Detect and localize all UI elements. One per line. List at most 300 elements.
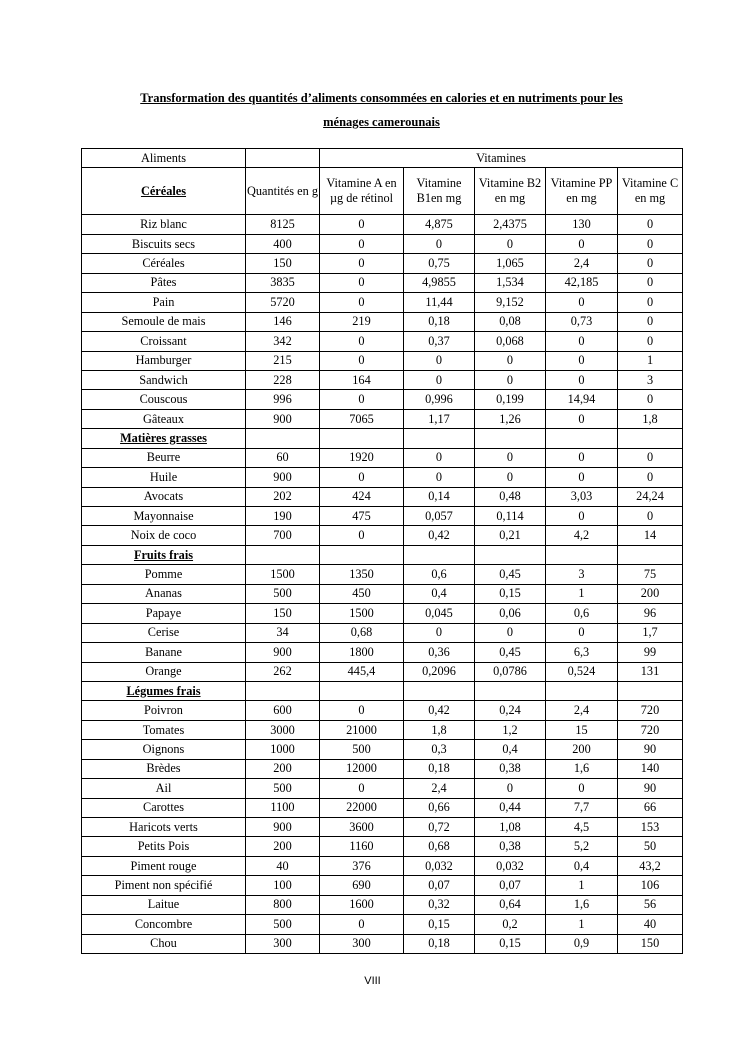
value-cell: 0,72 <box>404 818 475 837</box>
value-cell: 0,42 <box>404 526 475 545</box>
value-cell: 0,15 <box>475 934 546 953</box>
value-cell: 0 <box>618 390 683 409</box>
empty-cell <box>546 545 618 564</box>
value-cell: 0,38 <box>475 837 546 856</box>
table-row <box>82 740 683 759</box>
category-label: Légumes frais <box>82 681 246 700</box>
value-cell: 0,44 <box>475 798 546 817</box>
value-cell: 0 <box>475 448 546 467</box>
table-body <box>82 215 683 954</box>
value-cell: 0,045 <box>404 604 475 623</box>
value-cell: 342 <box>246 332 320 351</box>
empty-cell <box>320 545 404 564</box>
value-cell: 9,152 <box>475 293 546 312</box>
value-cell: 0,6 <box>404 565 475 584</box>
value-cell: 0 <box>546 370 618 389</box>
value-cell: 1,7 <box>618 623 683 642</box>
header-aliments: Aliments <box>82 149 246 168</box>
value-cell: 1,8 <box>404 720 475 739</box>
value-cell: 3 <box>546 565 618 584</box>
value-cell: 900 <box>246 468 320 487</box>
value-cell: 0 <box>404 234 475 253</box>
value-cell: 0,36 <box>404 643 475 662</box>
table-row <box>82 487 683 506</box>
value-cell: 215 <box>246 351 320 370</box>
value-cell: 140 <box>618 759 683 778</box>
food-name-cell: Tomates <box>82 720 246 739</box>
food-name-cell: Céréales <box>82 254 246 273</box>
value-cell: 99 <box>618 643 683 662</box>
header-vitamine-b2: Vitamine B2 en mg <box>475 168 546 215</box>
value-cell: 0 <box>546 409 618 428</box>
value-cell: 21000 <box>320 720 404 739</box>
food-name-cell: Chou <box>82 934 246 953</box>
value-cell: 0 <box>404 468 475 487</box>
table-row <box>82 370 683 389</box>
food-name-cell: Hamburger <box>82 351 246 370</box>
food-name-cell: Papaye <box>82 604 246 623</box>
food-name-cell: Pâtes <box>82 273 246 292</box>
value-cell: 0 <box>546 332 618 351</box>
value-cell: 5,2 <box>546 837 618 856</box>
value-cell: 1160 <box>320 837 404 856</box>
value-cell: 2,4 <box>546 701 618 720</box>
value-cell: 0,032 <box>404 856 475 875</box>
value-cell: 4,2 <box>546 526 618 545</box>
table-row <box>82 448 683 467</box>
value-cell: 0 <box>320 915 404 934</box>
food-name-cell: Orange <box>82 662 246 681</box>
table-row <box>82 837 683 856</box>
value-cell: 0 <box>618 312 683 331</box>
value-cell: 1,534 <box>475 273 546 292</box>
value-cell: 0 <box>320 526 404 545</box>
empty-cell <box>618 429 683 448</box>
value-cell: 2,4 <box>546 254 618 273</box>
food-name-cell: Riz blanc <box>82 215 246 234</box>
value-cell: 0 <box>618 468 683 487</box>
value-cell: 0 <box>475 234 546 253</box>
table-row <box>82 662 683 681</box>
value-cell: 0 <box>618 215 683 234</box>
value-cell: 3835 <box>246 273 320 292</box>
value-cell: 0 <box>618 293 683 312</box>
table-row <box>82 409 683 428</box>
value-cell: 0,18 <box>404 312 475 331</box>
value-cell: 164 <box>320 370 404 389</box>
table-row <box>82 720 683 739</box>
value-cell: 0 <box>320 351 404 370</box>
value-cell: 0,37 <box>404 332 475 351</box>
value-cell: 0,45 <box>475 643 546 662</box>
value-cell: 0 <box>320 273 404 292</box>
value-cell: 40 <box>246 856 320 875</box>
value-cell: 500 <box>246 584 320 603</box>
value-cell: 0,114 <box>475 507 546 526</box>
empty-cell <box>404 681 475 700</box>
table-row <box>82 643 683 662</box>
empty-cell <box>404 545 475 564</box>
value-cell: 0,9 <box>546 934 618 953</box>
value-cell: 43,2 <box>618 856 683 875</box>
value-cell: 66 <box>618 798 683 817</box>
value-cell: 0,07 <box>475 876 546 895</box>
table-row <box>82 856 683 875</box>
value-cell: 0 <box>618 273 683 292</box>
food-name-cell: Ail <box>82 779 246 798</box>
value-cell: 0 <box>404 370 475 389</box>
food-name-cell: Piment non spécifié <box>82 876 246 895</box>
value-cell: 0,66 <box>404 798 475 817</box>
value-cell: 0 <box>618 234 683 253</box>
value-cell: 150 <box>246 604 320 623</box>
table-row <box>82 701 683 720</box>
food-name-cell: Carottes <box>82 798 246 817</box>
value-cell: 690 <box>320 876 404 895</box>
value-cell: 106 <box>618 876 683 895</box>
value-cell: 50 <box>618 837 683 856</box>
value-cell: 450 <box>320 584 404 603</box>
table-row <box>82 351 683 370</box>
value-cell: 0,4 <box>404 584 475 603</box>
food-name-cell: Beurre <box>82 448 246 467</box>
value-cell: 720 <box>618 701 683 720</box>
value-cell: 0 <box>618 448 683 467</box>
value-cell: 0 <box>618 254 683 273</box>
table-row <box>82 312 683 331</box>
value-cell: 1100 <box>246 798 320 817</box>
value-cell: 200 <box>618 584 683 603</box>
food-name-cell: Poivron <box>82 701 246 720</box>
value-cell: 0 <box>546 507 618 526</box>
value-cell: 1,2 <box>475 720 546 739</box>
value-cell: 0 <box>475 468 546 487</box>
value-cell: 0 <box>618 332 683 351</box>
food-name-cell: Brèdes <box>82 759 246 778</box>
value-cell: 0 <box>618 507 683 526</box>
value-cell: 146 <box>246 312 320 331</box>
food-name-cell: Pomme <box>82 565 246 584</box>
value-cell: 200 <box>546 740 618 759</box>
value-cell: 56 <box>618 895 683 914</box>
food-name-cell: Noix de coco <box>82 526 246 545</box>
header-vitamines: Vitamines <box>320 149 683 168</box>
value-cell: 0,3 <box>404 740 475 759</box>
value-cell: 0,996 <box>404 390 475 409</box>
value-cell: 0,75 <box>404 254 475 273</box>
value-cell: 0 <box>320 779 404 798</box>
value-cell: 0,21 <box>475 526 546 545</box>
food-name-cell: Sandwich <box>82 370 246 389</box>
value-cell: 0,057 <box>404 507 475 526</box>
value-cell: 0,08 <box>475 312 546 331</box>
food-name-cell: Pain <box>82 293 246 312</box>
table-row <box>82 876 683 895</box>
table-row <box>82 798 683 817</box>
value-cell: 1600 <box>320 895 404 914</box>
value-cell: 1,08 <box>475 818 546 837</box>
table-row <box>82 604 683 623</box>
value-cell: 0,18 <box>404 934 475 953</box>
empty-cell <box>475 545 546 564</box>
value-cell: 12000 <box>320 759 404 778</box>
document-title <box>80 86 683 134</box>
value-cell: 1,6 <box>546 895 618 914</box>
value-cell: 500 <box>320 740 404 759</box>
food-name-cell: Haricots verts <box>82 818 246 837</box>
value-cell: 424 <box>320 487 404 506</box>
value-cell: 228 <box>246 370 320 389</box>
empty-cell <box>404 429 475 448</box>
value-cell: 75 <box>618 565 683 584</box>
food-name-cell: Gâteaux <box>82 409 246 428</box>
empty-cell <box>246 545 320 564</box>
value-cell: 1 <box>546 876 618 895</box>
value-cell: 0 <box>320 468 404 487</box>
header-vitamine-b1: Vitamine B1en mg <box>404 168 475 215</box>
header-vitamine-a: Vitamine A en µg de rétinol <box>320 168 404 215</box>
value-cell: 1,26 <box>475 409 546 428</box>
value-cell: 400 <box>246 234 320 253</box>
header-quantites: Quantités en g <box>246 168 320 215</box>
value-cell: 720 <box>618 720 683 739</box>
value-cell: 4,875 <box>404 215 475 234</box>
table-row <box>82 759 683 778</box>
value-cell: 1920 <box>320 448 404 467</box>
value-cell: 0,68 <box>404 837 475 856</box>
value-cell: 219 <box>320 312 404 331</box>
value-cell: 300 <box>320 934 404 953</box>
value-cell: 3600 <box>320 818 404 837</box>
value-cell: 0,07 <box>404 876 475 895</box>
food-name-cell: Cerise <box>82 623 246 642</box>
value-cell: 40 <box>618 915 683 934</box>
table-row <box>82 254 683 273</box>
value-cell: 0,4 <box>546 856 618 875</box>
value-cell: 0,068 <box>475 332 546 351</box>
food-name-cell: Semoule de mais <box>82 312 246 331</box>
value-cell: 0,15 <box>404 915 475 934</box>
table-row <box>82 390 683 409</box>
value-cell: 1,065 <box>475 254 546 273</box>
header-row-2 <box>82 168 683 215</box>
value-cell: 0 <box>546 623 618 642</box>
empty-cell <box>618 545 683 564</box>
value-cell: 0 <box>546 779 618 798</box>
value-cell: 42,185 <box>546 273 618 292</box>
value-cell: 24,24 <box>618 487 683 506</box>
value-cell: 1350 <box>320 565 404 584</box>
value-cell: 0,0786 <box>475 662 546 681</box>
value-cell: 700 <box>246 526 320 545</box>
empty-cell <box>320 429 404 448</box>
empty-cell <box>546 429 618 448</box>
value-cell: 300 <box>246 934 320 953</box>
value-cell: 0,032 <box>475 856 546 875</box>
value-cell: 262 <box>246 662 320 681</box>
value-cell: 0 <box>320 293 404 312</box>
table-row <box>82 565 683 584</box>
category-row <box>82 545 683 564</box>
food-name-cell: Concombre <box>82 915 246 934</box>
value-cell: 0,38 <box>475 759 546 778</box>
table-row <box>82 468 683 487</box>
title-line-1: Transformation des quantités d’aliments consommées en calories et en nutriments pour les <box>140 91 623 105</box>
empty-cell <box>246 681 320 700</box>
food-name-cell: Biscuits secs <box>82 234 246 253</box>
value-cell: 1,17 <box>404 409 475 428</box>
value-cell: 1,8 <box>618 409 683 428</box>
value-cell: 0,32 <box>404 895 475 914</box>
value-cell: 900 <box>246 409 320 428</box>
value-cell: 475 <box>320 507 404 526</box>
value-cell: 0 <box>546 293 618 312</box>
value-cell: 7,7 <box>546 798 618 817</box>
value-cell: 0,2 <box>475 915 546 934</box>
food-name-cell: Croissant <box>82 332 246 351</box>
table-row <box>82 584 683 603</box>
food-name-cell: Oignons <box>82 740 246 759</box>
table-row <box>82 215 683 234</box>
value-cell: 0 <box>320 215 404 234</box>
table-row <box>82 507 683 526</box>
table-row <box>82 273 683 292</box>
value-cell: 11,44 <box>404 293 475 312</box>
food-name-cell: Mayonnaise <box>82 507 246 526</box>
food-name-cell: Petits Pois <box>82 837 246 856</box>
value-cell: 0,24 <box>475 701 546 720</box>
value-cell: 900 <box>246 818 320 837</box>
value-cell: 500 <box>246 779 320 798</box>
value-cell: 0,15 <box>475 584 546 603</box>
food-name-cell: Avocats <box>82 487 246 506</box>
value-cell: 0,64 <box>475 895 546 914</box>
header-cereales: Céréales <box>82 168 246 215</box>
value-cell: 6,3 <box>546 643 618 662</box>
value-cell: 0,48 <box>475 487 546 506</box>
food-name-cell: Couscous <box>82 390 246 409</box>
value-cell: 60 <box>246 448 320 467</box>
value-cell: 1000 <box>246 740 320 759</box>
value-cell: 202 <box>246 487 320 506</box>
value-cell: 0,14 <box>404 487 475 506</box>
table-row <box>82 934 683 953</box>
value-cell: 34 <box>246 623 320 642</box>
table-row <box>82 779 683 798</box>
value-cell: 0,18 <box>404 759 475 778</box>
category-row <box>82 429 683 448</box>
value-cell: 90 <box>618 740 683 759</box>
value-cell: 1 <box>546 915 618 934</box>
header-vitamine-c: Vitamine C en mg <box>618 168 683 215</box>
value-cell: 200 <box>246 837 320 856</box>
value-cell: 0,2096 <box>404 662 475 681</box>
value-cell: 445,4 <box>320 662 404 681</box>
value-cell: 0,68 <box>320 623 404 642</box>
value-cell: 96 <box>618 604 683 623</box>
value-cell: 100 <box>246 876 320 895</box>
value-cell: 200 <box>246 759 320 778</box>
value-cell: 0,73 <box>546 312 618 331</box>
header-row-1 <box>82 149 683 168</box>
category-label: Matières grasses <box>82 429 246 448</box>
empty-cell <box>320 681 404 700</box>
value-cell: 0 <box>546 234 618 253</box>
food-name-cell: Piment rouge <box>82 856 246 875</box>
value-cell: 7065 <box>320 409 404 428</box>
value-cell: 14,94 <box>546 390 618 409</box>
category-row <box>82 681 683 700</box>
empty-cell <box>475 681 546 700</box>
value-cell: 14 <box>618 526 683 545</box>
value-cell: 1 <box>618 351 683 370</box>
value-cell: 0,6 <box>546 604 618 623</box>
value-cell: 0 <box>320 332 404 351</box>
value-cell: 0,524 <box>546 662 618 681</box>
food-name-cell: Ananas <box>82 584 246 603</box>
value-cell: 153 <box>618 818 683 837</box>
table-row <box>82 623 683 642</box>
value-cell: 0 <box>320 390 404 409</box>
value-cell: 8125 <box>246 215 320 234</box>
table-row <box>82 332 683 351</box>
value-cell: 2,4375 <box>475 215 546 234</box>
value-cell: 996 <box>246 390 320 409</box>
value-cell: 3 <box>618 370 683 389</box>
value-cell: 600 <box>246 701 320 720</box>
value-cell: 0 <box>320 254 404 273</box>
value-cell: 3000 <box>246 720 320 739</box>
value-cell: 1800 <box>320 643 404 662</box>
value-cell: 15 <box>546 720 618 739</box>
value-cell: 22000 <box>320 798 404 817</box>
table-row <box>82 915 683 934</box>
table-row <box>82 526 683 545</box>
value-cell: 130 <box>546 215 618 234</box>
value-cell: 190 <box>246 507 320 526</box>
value-cell: 800 <box>246 895 320 914</box>
value-cell: 0 <box>404 448 475 467</box>
value-cell: 376 <box>320 856 404 875</box>
value-cell: 0 <box>546 468 618 487</box>
empty-cell <box>475 429 546 448</box>
nutrient-table <box>81 148 683 954</box>
table-row <box>82 895 683 914</box>
value-cell: 3,03 <box>546 487 618 506</box>
value-cell: 131 <box>618 662 683 681</box>
value-cell: 90 <box>618 779 683 798</box>
value-cell: 5720 <box>246 293 320 312</box>
header-empty <box>246 149 320 168</box>
value-cell: 0 <box>546 448 618 467</box>
food-name-cell: Banane <box>82 643 246 662</box>
value-cell: 0 <box>404 351 475 370</box>
value-cell: 2,4 <box>404 779 475 798</box>
value-cell: 0 <box>475 623 546 642</box>
value-cell: 150 <box>246 254 320 273</box>
value-cell: 1 <box>546 584 618 603</box>
value-cell: 4,9855 <box>404 273 475 292</box>
value-cell: 0,199 <box>475 390 546 409</box>
value-cell: 1,6 <box>546 759 618 778</box>
page-number: VIII <box>364 975 381 987</box>
empty-cell <box>618 681 683 700</box>
value-cell: 0,42 <box>404 701 475 720</box>
category-label: Fruits frais <box>82 545 246 564</box>
value-cell: 1500 <box>320 604 404 623</box>
value-cell: 0,06 <box>475 604 546 623</box>
title-line-2: ménages camerounais <box>323 115 440 129</box>
